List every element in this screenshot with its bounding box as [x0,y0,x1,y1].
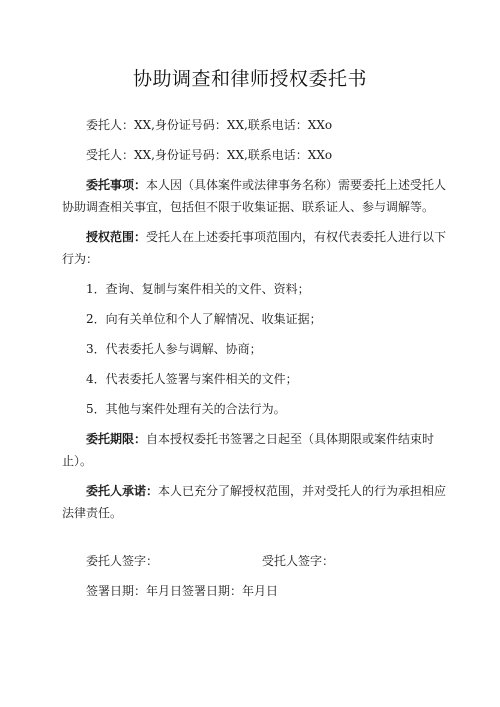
scope-item-text: 向有关单位和个人了解情况、收集证据； [105,312,322,326]
commitment-label: 委托人承诺： [86,484,159,498]
principal-signature-label: 委托人签字： [86,554,159,568]
signature-row [62,550,456,572]
scope-item-text: 其他与案件处理有关的合法行为。 [105,402,286,416]
scope-item-text: 代表委托人签署与案件相关的文件； [105,372,298,386]
scope-paragraph [62,226,456,270]
matter-text: 本人因（具体案件或法律事务名称）需要委托上述受托人协助调查相关事宜，包括但不限于收集证据、联系证人、参与调解等。 [62,178,447,214]
document-title: 协助调查和律师授权委托书 [132,68,367,90]
signing-date-line: 签署日期：年月日签署日期：年月日 [86,584,279,598]
scope-item-number: 3． [86,342,106,356]
commitment-text: 本人已充分了解授权范围，并对受托人的行为承担相应法律责任。 [62,484,447,520]
principal-line: 委托人：XX,身份证号码：XX,联系电话：XXo [86,118,333,132]
scope-item-text: 代表委托人参与调解、协商； [105,342,262,356]
scope-item [62,368,456,390]
scope-item [62,308,456,330]
matter-paragraph [62,174,456,218]
scope-item-number: 5． [86,402,106,416]
scope-item [62,338,456,360]
scope-item-number: 1． [86,282,106,296]
term-text: 自本授权委托书签署之日起至（具体期限或案件结束时止）。 [62,432,435,468]
agent-line: 受托人：XX,身份证号码：XX,联系电话：XXo [86,148,333,162]
scope-text: 受托人在上述委托事项范围内，有权代表委托人进行以下行为： [62,230,447,266]
agent-signature-label: 受托人签字： [262,554,335,568]
scope-label: 授权范围： [86,230,147,244]
scope-item [62,398,456,420]
matter-label: 委托事项： [86,178,147,192]
scope-item-number: 2． [86,312,106,326]
scope-item-number: 4． [86,372,106,386]
document-body [62,114,456,602]
term-paragraph [62,428,456,472]
term-label: 委托期限： [86,432,147,446]
scope-item-text: 查询、复制与案件相关的文件、资料； [105,282,310,296]
scope-item [62,278,456,300]
commitment-paragraph [62,480,456,524]
